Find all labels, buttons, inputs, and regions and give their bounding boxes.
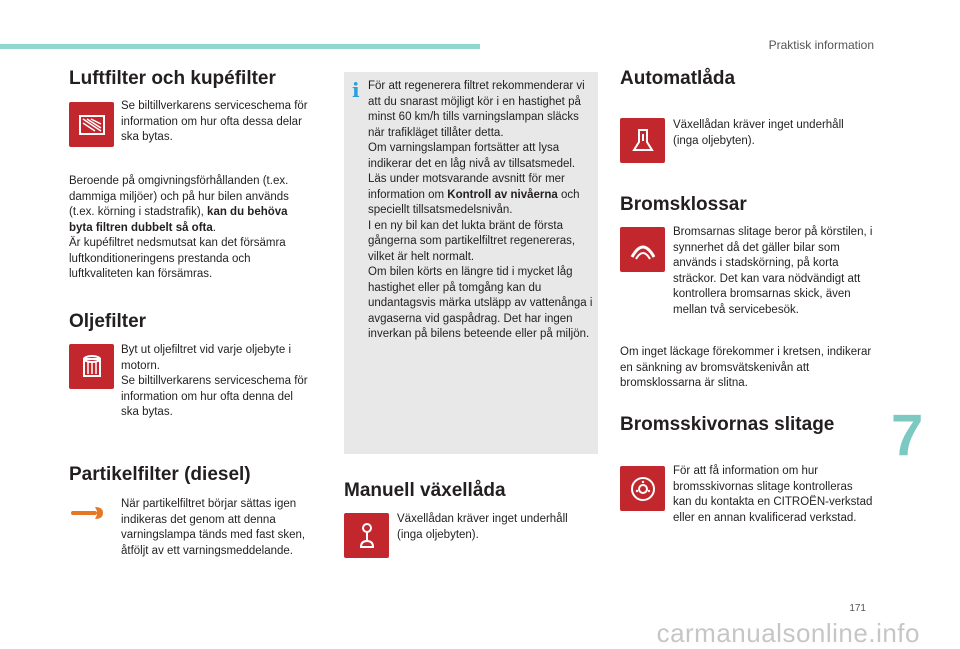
manuell-heading: Manuell växellåda <box>344 480 506 501</box>
manuell-text: Växellådan kräver inget underhåll (inga oljebyten). <box>397 513 568 541</box>
wrench-icon <box>70 504 106 522</box>
luftfilter-icon-text: Se biltillverkarens serviceschema för information om hur ofta dessa delar ska bytas. <box>121 100 308 143</box>
partikelfilter-heading: Partikelfilter (diesel) <box>69 464 251 485</box>
automat-heading: Automatlåda <box>620 68 736 89</box>
oljefilter-line-1: Byt ut oljefiltret vid varje oljebyte i motorn. <box>121 344 292 372</box>
bromsskivor-text: För att få information om hur bromsskivornas slitage kontrolleras kan du kontakta en CITROËN-verkstad eller en annan kvalificerad verkstad. <box>673 465 873 524</box>
air-filter-icon <box>69 102 114 147</box>
bromsklossar-paragraph: Om inget läckage förekommer i kretsen, indikerar en sänkning av bromsvätskenivån att bromsklossarna är slitna. <box>620 346 872 389</box>
brake-disc-icon <box>620 466 665 511</box>
brake-pad-icon <box>620 227 665 272</box>
bromsklossar-heading: Bromsklossar <box>620 194 747 215</box>
chapter-number: 7 <box>891 403 924 468</box>
oljefilter-heading: Oljefilter <box>69 311 147 332</box>
info-box-text: För att regenerera filtret rekommenderar vi att du snarast möjligt kör i en hastighet på minst 60 km/h tills varningslampan släcks när trafikläget tillåter detta. Om varningslampan fortsätter att lysa indikerar det en låg nivå av tillsatsmedel. Läs under motsvarande avsnitt för mer information om Kontroll av nivåerna och speciellt tillsatsmedelsnivån. I en ny bil kan det lukta bränt de första gångerna som partikelfiltret regenereras, vilket är helt normalt. Om bilen körts en längre tid i mycket låg hastighet eller på tomgång kan du undantagsvis märka utsläpp av vattenånga i avgaserna vid gaspådrag. Det har ingen inverkan på bilens beteende eller på miljön. <box>368 80 593 340</box>
luftfilter-heading: Luftfilter och kupéfilter <box>69 68 276 89</box>
oil-filter-icon <box>69 344 114 389</box>
header-accent-bar <box>0 44 480 49</box>
luftfilter-paragraph-1: Beroende på omgivningsförhållanden (t.ex. dammiga miljöer) och på hur bilen används (t.ex. körning i stadstrafik), kan du behöva byta filtren dubbelt så ofta. <box>69 175 289 234</box>
luftfilter-paragraph-2: Är kupéfiltret nedsmutsat kan det försämra luftkonditioneringens prestanda och luftkvaliteten kan försämras. <box>69 237 286 280</box>
bromsklossar-icon-text: Bromsarnas slitage beror på körstilen, i synnerhet då det gäller bilar som används i stadskörning, på korta sträckor. Det kan vara nödvändigt att kontrollera bromsarnas skick, även mellan två servicebesök. <box>673 226 873 316</box>
automatic-gear-icon <box>620 118 665 163</box>
automat-text: Växellådan kräver inget underhåll (inga oljebyten). <box>673 119 844 147</box>
watermark: carmanualsonline.info <box>656 618 920 648</box>
partikelfilter-text: När partikelfiltret börjar sättas igen indikeras det genom att denna varningslampa tänds med fast sken, åtföljt av ett varningsmeddelande. <box>121 498 306 557</box>
gear-lever-icon <box>344 513 389 558</box>
page-number: 171 <box>849 603 866 614</box>
info-icon: i <box>352 78 360 102</box>
oljefilter-line-2: Se biltillverkarens serviceschema för information om hur ofta denna del ska bytas. <box>121 375 308 418</box>
bromsskivor-heading: Bromsskivornas slitage <box>620 414 835 435</box>
section-title: Praktisk information <box>768 38 874 52</box>
